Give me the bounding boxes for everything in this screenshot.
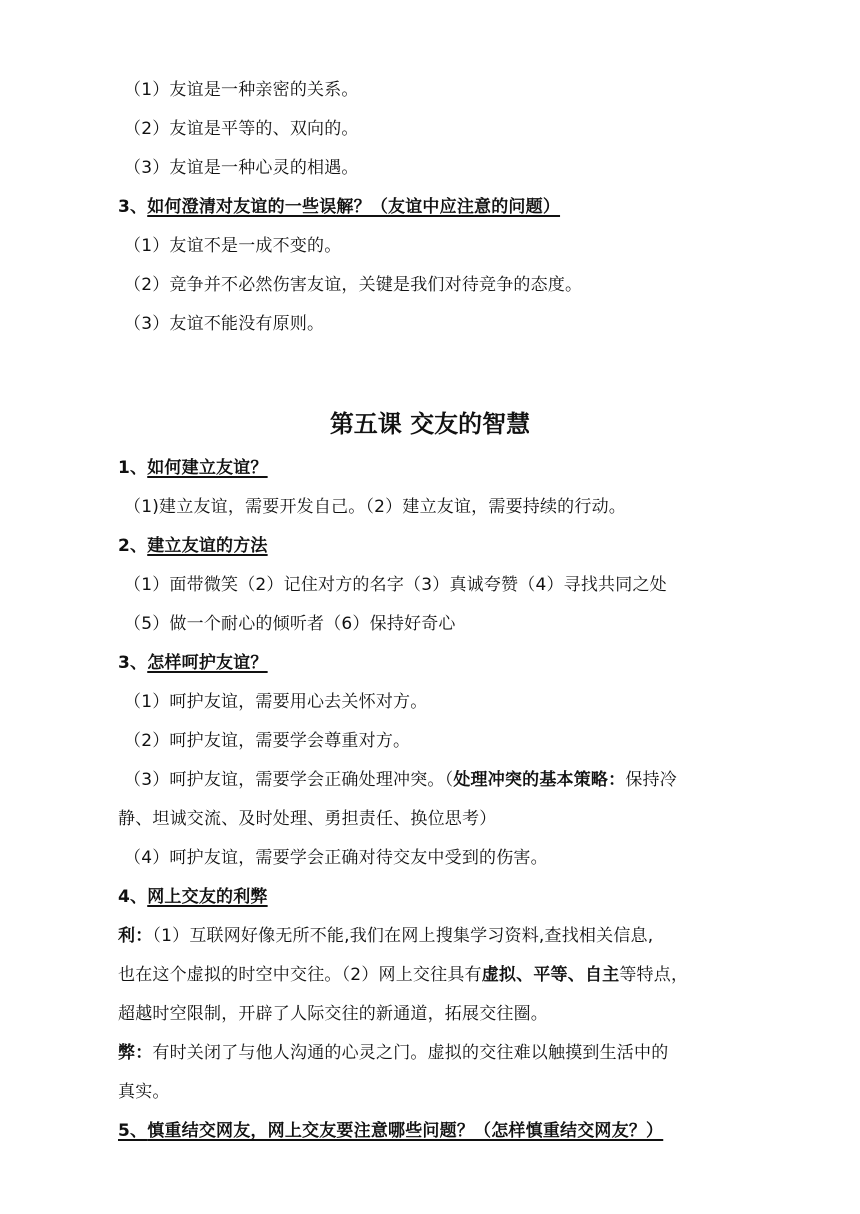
pro-label: 利： xyxy=(118,926,153,946)
care-point-3 xyxy=(124,769,677,791)
lesson-section-5-heading xyxy=(118,1120,663,1142)
section-question: 如何澄清对友谊的一些误解？（友谊中应注意的问题） xyxy=(147,197,561,217)
lesson-title: 第五课 交友的智慧 xyxy=(329,410,531,438)
con-line-2: 真实。 xyxy=(118,1082,170,1102)
lesson-section-2-heading xyxy=(118,535,268,557)
keyword-separator: 、 xyxy=(516,965,534,985)
method-line-1: （1）面带微笑（2）记住对方的名字（3）真诚夸赞（4）寻找共同之处 xyxy=(124,575,667,595)
friendship-trait-1: （1）友谊是一种亲密的关系。 xyxy=(124,80,359,100)
keyword-equal: 平等 xyxy=(533,965,568,985)
section-number: 2、 xyxy=(118,536,148,556)
care-point-4: （4）呵护友谊，需要学会正确对待交友中受到的伤害。 xyxy=(124,848,548,868)
section-number: 4、 xyxy=(118,887,148,907)
section-question: 建立友谊的方法 xyxy=(147,536,268,556)
misconception-2: （2）竞争并不必然伤害友谊，关键是我们对待竞争的态度。 xyxy=(124,275,583,295)
pro-text-2: 也在这个虚拟的时空中交往。（2）网上交往具有 xyxy=(118,965,482,985)
con-text: 有时关闭了与他人沟通的心灵之门。虚拟的交往难以触摸到生活中的 xyxy=(152,1043,669,1063)
con-label: 弊： xyxy=(118,1043,153,1063)
pro-line-2 xyxy=(118,964,688,986)
section-number: 3、 xyxy=(118,653,148,673)
friendship-trait-3: （3）友谊是一种心灵的相遇。 xyxy=(124,158,359,178)
care-point-3-text: （3）呵护友谊，需要学会正确处理冲突。（ xyxy=(124,770,454,790)
keyword-separator: 、 xyxy=(567,965,585,985)
misconception-1: （1）友谊不是一成不变的。 xyxy=(124,236,342,256)
care-point-3-continued: 静、坦诚交流、及时处理、勇担责任、换位思考） xyxy=(118,809,497,829)
section-question: 慎重结交网友，网上交友要注意哪些问题？（怎样慎重结交网友？） xyxy=(147,1121,664,1141)
pro-text-2-tail: 等特点， xyxy=(619,965,689,985)
lesson-section-1-heading xyxy=(118,457,268,479)
section-question: 网上交友的利弊 xyxy=(147,887,268,907)
lesson-section-4-heading xyxy=(118,886,268,908)
section-number: 5、 xyxy=(118,1121,148,1141)
build-friendship-answer: （1)建立友谊，需要开发自己。（2）建立友谊，需要持续的行动。 xyxy=(124,497,626,517)
section-number: 3、 xyxy=(118,197,148,217)
keyword-autonomous: 自主 xyxy=(584,965,620,985)
friendship-trait-2: （2）友谊是平等的、双向的。 xyxy=(124,119,359,139)
care-point-3-tail: 保持冷 xyxy=(625,770,677,790)
pro-line-1 xyxy=(118,925,653,947)
pro-line-3: 超越时空限制，开辟了人际交往的新通道，拓展交往圈。 xyxy=(118,1004,548,1024)
section-question: 怎样呵护友谊？ xyxy=(147,653,268,673)
con-line-1 xyxy=(118,1042,668,1064)
conflict-strategy-label: 处理冲突的基本策略： xyxy=(453,770,626,790)
care-point-2: （2）呵护友谊，需要学会尊重对方。 xyxy=(124,731,411,751)
lesson-section-3-heading xyxy=(118,652,268,674)
section-number: 1、 xyxy=(118,458,148,478)
misconception-3: （3）友谊不能没有原则。 xyxy=(124,314,325,334)
keyword-virtual: 虚拟 xyxy=(481,965,517,985)
section-question: 如何建立友谊？ xyxy=(147,458,268,478)
pro-text: （1）互联网好像无所不能,我们在网上搜集学习资料,查找相关信息, xyxy=(152,926,654,946)
care-point-1: （1）呵护友谊，需要用心去关怀对方。 xyxy=(124,692,428,712)
method-line-2: （5）做一个耐心的倾听者（6）保持好奇心 xyxy=(124,614,456,634)
section-3-heading xyxy=(118,196,560,218)
